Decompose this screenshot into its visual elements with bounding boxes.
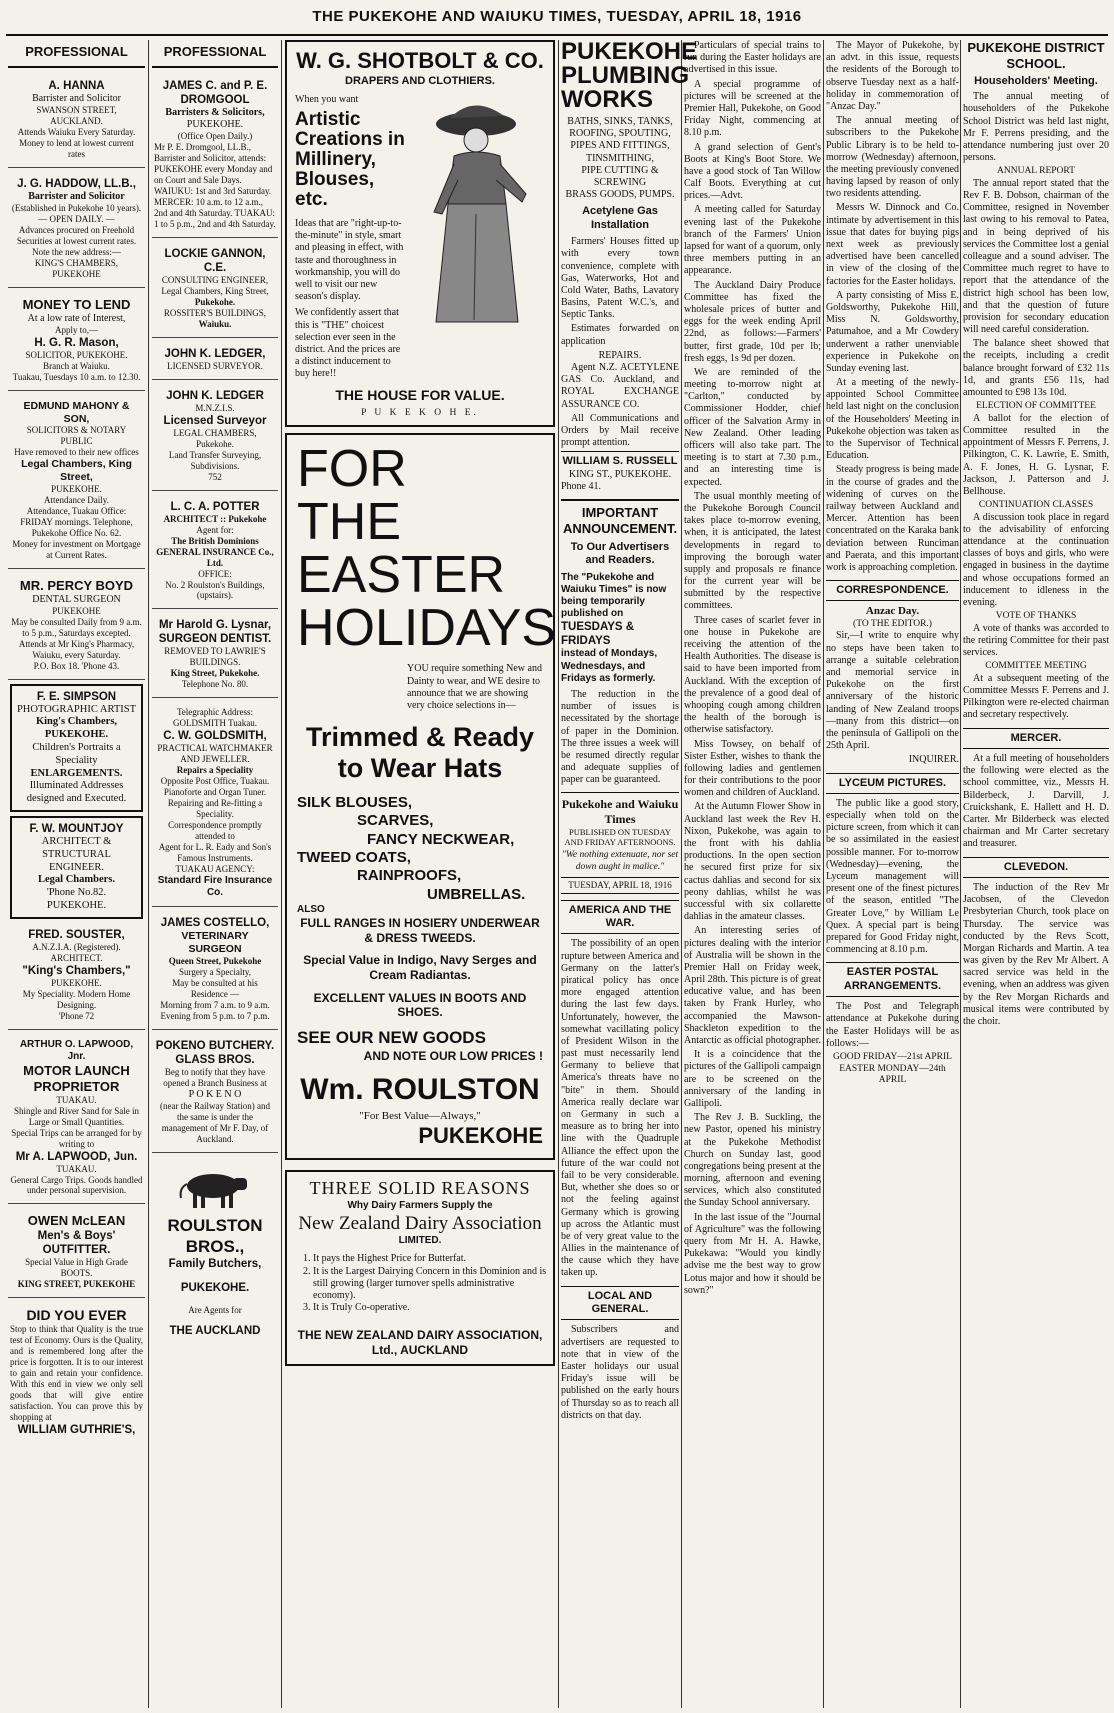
ad-item: UMBRELLAS.: [427, 885, 526, 903]
article-subhead: ELECTION OF COMMITTEE: [976, 401, 1096, 412]
ad-note: Pukekohe.: [194, 296, 236, 307]
ad-address: Legal Chambers, King Street,: [21, 458, 132, 484]
ad-money-to-lend: [8, 292, 145, 391]
ad-note: At a low rate of Interest,: [27, 312, 126, 324]
ad-name: J. G. HADDOW, LL.B.,: [17, 177, 136, 190]
ad-name: H. G. R. Mason,: [34, 336, 119, 349]
ad-item: RAINPROOFS,: [357, 867, 462, 885]
bull-icon: [175, 1166, 255, 1212]
notice-announcement: [561, 499, 679, 786]
ad-note: Children's Portraits a Speciality: [32, 741, 121, 766]
ad-note: Have removed to their new offices: [14, 447, 139, 458]
news-item: The usual monthly meeting of the Pukekohe Borough Council takes place to-morrow evening, when, it is anticipated, the latest developments in regard to improving the borough water supply and proposals re finance for the current year will be submitted by the respective committees.: [684, 490, 821, 612]
ad-note: Mr P. E. Dromgool, LL.B., Barrister and Solicitor, attends: PUKEKOHE every Monday and on Court and Sale Days. WAIUKU: 1st and 3rd Saturday. MERCER: 10 a.m. to 12 a.m., 2nd and 4th Saturday. TUAKAU: 1 to 5 p.m., 2nd and 4th Saturday.: [154, 142, 276, 230]
ad-note: 'Phone 72: [58, 1010, 95, 1021]
ad-note: Pianoforte and Organ Tuner. Repairing and Re-fitting a Speciality.: [163, 787, 267, 820]
ad-note: May be consulted Daily from 9 a.m. to 5 p.m., Saturdays excepted.: [11, 616, 142, 638]
ad-lysnar: [152, 613, 278, 698]
paper-title: Pukekohe and Waiuku Times: [561, 797, 679, 827]
ad-address: Legal Chambers, King Street,: [161, 285, 269, 296]
news-item: Steady progress is being made in the course of grades and the widening of curves on the railway between Auckland and Mercer. Attention has been concentrated on the Karaka bank deviation between Runciman and Paerata, and this important work is approaching completion.: [826, 464, 959, 573]
ad-note: PUKEKOHE.: [51, 977, 102, 988]
ad-plumbing-list: [561, 116, 679, 201]
ad-headline: EASTER: [297, 546, 506, 605]
list-item: ROOFING, SPOUTING,: [569, 128, 671, 140]
ad-address: Queen Street, Pukekohe: [168, 955, 262, 966]
ad-note: All Communications and Orders by Mail receive prompt attention.: [561, 412, 679, 449]
list-item: BATHS, SINKS, TANKS,: [567, 116, 673, 127]
list-item: 3. It is Truly Co-operative.: [313, 1302, 547, 1314]
ad-name: Wm. ROULSTON: [300, 1073, 540, 1107]
list-item: BRASS GOODS, PUMPS.: [565, 189, 675, 201]
ad-note: Agent for:: [196, 524, 234, 535]
notice-body: The reduction in the number of issues is necessitated by the shortage of paper in the Dominion. The three issues a week will be resumed directly regular and adequate supplies of paper can be guaranteed.: [561, 688, 679, 786]
column-5: [684, 40, 821, 1708]
ad-title: DENTAL SURGEON: [32, 593, 121, 605]
ad-note: We confidently assert that this is "THE" choicest selection ever seen in the district. And the prices are a distinct inducement to buy here!!: [295, 307, 401, 380]
ad-name: LOCKIE GANNON, C.E.: [164, 247, 266, 274]
list-item: TINSMITHING,: [585, 152, 655, 164]
ad-note: Telegraphic Address: GOLDSMITH Tuakau.: [172, 707, 257, 729]
ad-goldsmith: [152, 702, 278, 907]
news-item: Messrs W. Dinnock and Co. intimate by advertisement in this issue that dates for buying pigs next week as previously advertised have been cancelled in view of the closing of the factories for the Easter holidays.: [826, 202, 959, 287]
column-rule: [281, 40, 282, 1708]
ad-note: Standard Fire Insurance Co.: [157, 874, 273, 899]
ad-note: ENLARGEMENTS.: [30, 767, 123, 779]
ad-note: Special Trips can be arranged for by writing to: [11, 1127, 142, 1149]
article-body: The balance sheet showed that the receipts, including a credit balance brought forward of £32 11s 1d, and grants £56 11s, had amounted to £98 13s 10d.: [963, 338, 1109, 399]
ad-headline: HOLIDAYS: [297, 599, 557, 658]
ad-ledger-2: [152, 384, 278, 491]
ad-mountjoy: [10, 816, 143, 919]
news-item: In the last issue of the "Journal of Agriculture" was the following query from Mr H. A. Hawke, Pukekawa: "Would you kindly advise me the best way to grow Lotus major and how it should be sown?": [684, 1211, 821, 1296]
news-item: A special programme of pictures will be screened at the Premier Hall, Pukekohe, on Good Friday Night, commencing at 8.10 p.m.: [684, 78, 821, 139]
ad-note: Beg to notify that they have opened a Branch Business at: [163, 1066, 267, 1088]
ad-name: JOHN K. LEDGER,: [164, 347, 266, 360]
ad-address: PUKEKOHE: [418, 1123, 543, 1149]
article-subhead: VOTE OF THANKS: [995, 611, 1077, 622]
ad-title: SOLICITORS & NOTARY PUBLIC: [26, 425, 127, 447]
news-item: We are reminded of the meeting to-morrow night at "Carlton," conducted by Commissioner Hodder, chief officer of the Salvation Army in New Zealand. Other leading officers will also take part. The meeting is to start at 7.30 p.m., and an interesting time is expected.: [684, 366, 821, 488]
news-item: Particulars of special trains to run during the Easter holidays are advertised in this issue.: [684, 40, 821, 76]
ad-name: EDMUND MAHONY & SON,: [23, 399, 130, 425]
article-body: The annual meeting of householders of the Pukekohe School District was held last night, Mr F. Perrens presiding, and the attendance numbering just over 20 persons.: [963, 91, 1109, 164]
ad-name: FRED. SOUSTER,: [28, 928, 125, 941]
ad-note: Agent for L. R. Eady and Son's Famous Instruments.: [158, 842, 272, 863]
ad-note: YOU require something New and Dainty to wear, and WE desire to announce that we are showing very choice selections in—: [407, 663, 542, 711]
ad-headline: THE: [297, 493, 401, 552]
article-subhead: COMMITTEE MEETING: [985, 661, 1087, 672]
news-item: The annual meeting of subscribers to the Pukekohe Public Library is to be held to-morrow (Wednesday) afternoon, the meeting previously convened having lapsed by reason of only two residents attending.: [826, 115, 959, 200]
ad-item: FANCY NECKWEAR,: [367, 830, 515, 848]
ad-name: ARTHUR O. LAPWOOD, Jnr.: [19, 1038, 134, 1062]
article-note: EASTER MONDAY—24th APRIL: [839, 1063, 946, 1086]
masthead-rule: [6, 34, 1108, 36]
ad-note: Are Agents for: [188, 1305, 242, 1316]
ad-address: LEGAL CHAMBERS,: [173, 427, 257, 438]
ad-name: POKENO BUTCHERY.: [155, 1039, 275, 1052]
article-title: LYCEUM PICTURES.: [826, 773, 959, 794]
ad-note: Advances procured on Freehold Securities at lowest current rates.: [16, 225, 137, 247]
article-body: A vote of thanks was accorded to the retiring Committee for their past services.: [963, 622, 1109, 659]
ad-address: No. 2 Roulston's Buildings, (upstairs).: [165, 579, 265, 601]
article-title: CLEVEDON.: [963, 857, 1109, 878]
notice-text: The "Pukekohe and Waiuku Times" is now being temporarily published on: [561, 571, 667, 620]
ad-souster: [8, 923, 145, 1030]
ad-roulston-bros: [152, 1157, 278, 1345]
article-body: The Post and Telegraph attendance at Pukekohe during the Easter Holidays will be as follows:—: [826, 1001, 959, 1049]
ad-guthrie: [8, 1302, 145, 1444]
ad-title: Barristers & Solicitors,: [165, 106, 265, 118]
column-1: [8, 40, 145, 1708]
article-body: Subscribers and advertisers are requested to note that in view of the Easter holidays our usual Friday's issue will be published on the early hours of Thursday so as to reach all districts on that day.: [561, 1324, 679, 1421]
ad-note: ROSSITER'S BUILDINGS,: [163, 307, 267, 318]
paper-masthead: [561, 792, 679, 893]
column-7: [963, 40, 1109, 1708]
column-3: [285, 40, 555, 1708]
ad-title: Men's & Boys' OUTFITTER.: [37, 1230, 116, 1257]
news-item: A meeting called for Saturday evening last of the Pukekohe branch of the Farmers' Union lapsed for want of a quorum, only three members putting in an appearance.: [684, 204, 821, 277]
article-body: The induction of the Rev Mr Jacobsen, of the Clevedon Presbyterian Church, took place on Thursday. The service was conducted by the Revs Scott, Morgan Richards and Martin. A tea was given by the Rev Mr Albert. A sacred service was held in the evening, when an address was given by the Rev Morgan Richards and musical items were contributed by the choir.: [963, 881, 1109, 1028]
ad-item: SEE OUR NEW GOODS: [297, 1027, 486, 1047]
notice-title: IMPORTANT ANNOUNCEMENT.: [562, 505, 678, 536]
ad-headline: FOR: [297, 440, 407, 499]
ad-address: Opposite Post Office, Tuakau.: [160, 776, 270, 787]
ad-headline: Artistic Creations in Millinery, Blouses, etc.: [295, 109, 405, 211]
news-item: Three cases of scarlet fever in one house in Pukekohe are receiving the attention of the Health Authorities. The disease is said to have been imported from Auckland. With the exception of the prevalence of a good deal of whooping cough among children the health of the borough is otherwise satisfactory.: [684, 614, 821, 736]
notice-subtitle: To Our Advertisers and Readers.: [570, 540, 670, 567]
column-4: [561, 38, 698, 1708]
ad-dromgool: [152, 74, 278, 238]
notice-text: instead of Mondays, Wednesdays, and Fridays as formerly.: [561, 648, 658, 684]
ad-title: Barrister and Solicitor: [28, 190, 125, 202]
ad-title: GLASS BROS.: [175, 1053, 255, 1066]
ad-note: Stop to think that Quality is the true test of Economy. Ours is the Quality, and is remembered long after the price is forgotten. It is to our interest to gain and retain your confidence. With this end in view we only sell goods that will give entire satisfaction. You can prove this by shopping at: [10, 1324, 143, 1423]
ad-note: REPAIRS.: [598, 349, 642, 361]
ad-note: Farmers' Houses fitted up with every town convenience, complete with Gas, Waterworks, Hot and Cold Water, Baths, Lavatory Basins, Patent W.C.'s, and Septic Tanks.: [561, 236, 679, 321]
ad-note: (Office Open Daily.): [177, 131, 253, 142]
paper-publish-note: PUBLISHED ON TUESDAY AND FRIDAY AFTERNOONS.: [564, 826, 676, 848]
ad-note: Land Transfer Surveying, Subdivisions.: [168, 449, 262, 471]
ad-name: New Zealand Dairy Association: [298, 1213, 542, 1235]
ad-title: DRAPERS AND CLOTHIERS.: [345, 74, 495, 87]
article-subhead: CONTINUATION CLASSES: [978, 500, 1094, 511]
article-body: The annual report stated that the Rev F. B. Dobson, chairman of the Committee, resigned in November last owing to his removal to Patea, and in being deprived of his services the Committee lost a genial colleague and a sound adviser. The Committee much regret to have to report that the attendance of the district high school has been low, and that the question of future provision for secondary education will need careful consideration.: [963, 177, 1109, 336]
ad-note: My Speciality. Modern Home Designing.: [22, 988, 131, 1010]
ad-title: CONSULTING ENGINEER,: [161, 275, 269, 286]
ad-note: PUKEKOHE.: [44, 729, 109, 741]
article-body: A ballot for the election of Committee resulted in the appointment of Messrs F. Perrens, J. Pilkington, C. K. Lawrie, E. Smith, A. F. Jones, H. G. Lysnar, F. Jackson, J. Patterson and J. Bellhouse.: [963, 412, 1109, 497]
ad-note: Morning from 7 a.m. to 9 a.m. Evening from 5 p.m. to 7 p.m.: [160, 999, 270, 1021]
article-note: GOOD FRIDAY—21st APRIL: [833, 1051, 952, 1062]
ad-note: (near the Railway Station) and the same is under the management of Mr F. Day, of Auckland.: [160, 1100, 270, 1144]
ad-note: M.N.Z.I.S.: [195, 402, 235, 413]
ad-note: Phone 41.: [561, 480, 601, 492]
column-rule: [823, 40, 824, 1708]
ad-simpson: [10, 684, 143, 812]
ad-headline: THREE SOLID REASONS: [309, 1177, 531, 1198]
ad-note: (Established in Pukekohe 10 years).: [11, 203, 142, 214]
ad-note: THE AUCKLAND: [169, 1325, 261, 1338]
ad-pokeno: [152, 1034, 278, 1153]
list-item: PIPES AND FITTINGS,: [570, 140, 670, 152]
ad-note: The British Dominions GENERAL INSURANCE Co., Ltd.: [156, 535, 274, 568]
article-title: AMERICA AND THE WAR.: [561, 900, 679, 935]
ad-note: Attends Waiuku Every Saturday.: [17, 127, 136, 137]
paper-motto: "We nothing extenuate, nor set down aught in malice.": [561, 850, 679, 873]
column-6: [826, 40, 959, 1708]
article-body: At a subsequent meeting of the Committee Messrs F. Perrens and J. Pilkington were re-elected chairman and secretary respectively.: [963, 672, 1109, 721]
ad-mahony: [8, 395, 145, 569]
ad-name: JAMES COSTELLO,: [160, 917, 270, 930]
ad-note: General Cargo Trips. Goods handled under personal supervision.: [10, 1174, 143, 1196]
ad-address: SWANSON STREET, AUCKLAND.: [36, 105, 117, 127]
ad-note: "For Best Value—Always,": [359, 1109, 481, 1122]
ad-address: KING'S CHAMBERS, PUKEKOHE: [34, 257, 119, 279]
news-item: The Rev J. B. Suckling, the new Pastor, opened his ministry at the Pukekohe Methodist Church on Sunday last, good congregations being present at the morning, afternoon and evening services, which also constituted the Sunday School anniversary.: [684, 1112, 821, 1209]
ad-name: C. W. GOLDSMITH,: [163, 730, 267, 743]
article-body: The possibility of an open rupture between America and Germany on the latter's piratical policy has once more engaged attention during the last few days. Unfortunately, however, the somewhat vacillating policy of President Wilson in the past must necessarily lend Germany to believe that America's threats have no "bite" in them. Should America really declare war on Germany in such a measure as to bring her into line with the Quadruple Alliance the effect upon the future of the war could not fail to be very considerable. But, whether she does so or not the feeling against Germany which is growing up across the Atlantic must be of very great value to the Allies in the maintenance of the cause which they have taken up.: [561, 938, 680, 1279]
ad-costello: [152, 911, 278, 1029]
ad-item: TWEED COATS,: [297, 849, 411, 867]
ad-name: JOHN K. LEDGER: [166, 389, 264, 402]
ad-name: JAMES C. and P. E. DROMGOOL: [162, 79, 268, 106]
ad-title: SOLICITOR, PUKEKOHE.: [25, 349, 128, 360]
ad-note: TUAKAU AGENCY:: [175, 863, 255, 874]
news-item: At a meeting of the newly-appointed School Committee held last night on the conclusion of the Householders' Meeting in Pukekohe objection was taken as to the Supervisor of Technical Education.: [826, 377, 959, 462]
ad-headline: PUKEKOHE PLUMBING WORKS: [561, 38, 698, 113]
column-rule: [681, 40, 682, 1708]
ad-note: — OPEN DAILY. —: [38, 214, 115, 225]
ad-title: PHOTOGRAPHIC ARTIST: [16, 703, 137, 715]
list-item: PIPE CUTTING & SCREWING: [581, 164, 659, 188]
ad-note: P.O. Box 18. 'Phone 43.: [33, 660, 120, 671]
news-item: The Mayor of Pukekohe, by an advt. in this issue, requests the residents of the Borough to observe Tuesday next as a half-holiday in commemoration of "Anzac Day.": [826, 40, 959, 112]
ad-note: 752: [208, 471, 222, 482]
ad-name: DID YOU EVER: [26, 1307, 127, 1324]
ad-note: Repairs a Speciality: [176, 765, 254, 776]
ad-title: ARCHITECT.: [50, 952, 103, 963]
ad-note: Tuakau, Tuesdays 10 a.m. to 12.30.: [12, 371, 141, 382]
ad-note: Money to lend at lowest current rates: [19, 137, 134, 159]
ad-title: SURGEON DENTIST.: [158, 633, 272, 646]
ad-name: OWEN McLEAN: [27, 1213, 126, 1229]
article-title: MERCER.: [963, 728, 1109, 749]
ad-footer: THE NEW ZEALAND DAIRY ASSOCIATION, Ltd., AUCKLAND: [297, 1328, 543, 1358]
ad-dairy-association: [285, 1170, 555, 1366]
ad-note: Surgery a Specialty,: [179, 966, 251, 977]
article-title: LOCAL AND GENERAL.: [561, 1286, 679, 1321]
section-header: PROFESSIONAL: [8, 40, 145, 68]
ad-note: Illuminated Addresses designed and Executed.: [26, 780, 127, 805]
ad-title: LICENSED SURVEYOR.: [167, 360, 263, 371]
article-title: EASTER POSTAL ARRANGEMENTS.: [826, 962, 959, 997]
ad-title: MOTOR LAUNCH PROPRIETOR: [23, 1062, 130, 1094]
ad-note: OFFICE:: [198, 568, 232, 579]
ad-address: PUKEKOHE.: [180, 1282, 250, 1295]
ad-name: W. G. SHOTBOLT & CO.: [296, 48, 544, 73]
ad-item: Special Value in Indigo, Navy Serges and Cream Radiantas.: [303, 953, 537, 983]
ad-note: Special Value in High Grade BOOTS.: [25, 1257, 128, 1279]
ad-note: Waiuku.: [198, 318, 232, 329]
ad-gannon: [152, 242, 278, 338]
ad-address: "King's Chambers,": [22, 964, 131, 977]
ad-address: King Street, Pukekohe.: [170, 668, 260, 679]
ad-note: Note the new address:—: [32, 246, 121, 257]
news-item: Miss Towsey, on behalf of Sister Esther, wishes to thank the following ladies and gentlemen for their contributions to the poor women and children of Auckland.: [684, 738, 821, 799]
ad-item: FULL RANGES IN HOSIERY UNDERWEAR & DRESS TWEEDS.: [300, 916, 540, 945]
ad-name: ROULSTON BROS.,: [167, 1215, 263, 1256]
ad-note: LIMITED.: [398, 1235, 442, 1247]
article-body: A discussion took place in regard to the advisability of enforcing attendance at the continuation classes of boys and girls, who were engaged in business in the daytime and whose occupations formed an inducement to idleness in the evening.: [963, 511, 1109, 608]
ad-note: Attendance Daily.: [44, 494, 109, 505]
article-body: The public like a good story, especially when told on the picture screen, from which it can be so assimilated in the easiest possible manner. For to-morrow (Wednesday)—evening, the Lyceum management will present one of the finest pictures of the season, entitled "The Greater Love," by William Le Quex. A special part is being prepared for Good Friday night, commencing at 8.10 p.m.: [826, 797, 959, 956]
news-item: An interesting series of pictures dealing with the interior of Australia will be shown in the Premier Hall on Friday week, April 28th. This picture is of great educative value, and has been taken by Frank Hurley, who accompanied the Mawson-Shackleton expedition to the Antarctic as official photographer.: [684, 925, 821, 1046]
article-title: PUKEKOHE DISTRICT SCHOOL.: [967, 40, 1105, 71]
ad-hanna: [8, 74, 145, 168]
article-title: CORRESPONDENCE.: [826, 580, 959, 601]
news-item: A party consisting of Miss E. Goldsworthy, Pukekohe Hill, Miss N. Goldsworthy, Patumahoe, and a Mr Cowdery underwent a rather unenviable experience in Pukekohe on Sunday evening last.: [826, 289, 959, 374]
ad-note: Pukekohe.: [196, 438, 234, 449]
ad-note: May be consulted at his Residence —: [172, 977, 258, 999]
ad-note: Money for investment on Mortgage at Current Rates.: [12, 538, 141, 560]
ad-address: KING STREET, PUKEKOHE: [17, 1279, 136, 1290]
ad-name: F. W. MOUNTJOY: [29, 822, 124, 835]
column-rule: [558, 40, 559, 1708]
ad-address: King's Chambers,: [35, 716, 118, 728]
news-item: At the Autumn Flower Show in Auckland last week the Rev H. Nixon, Pukekohe, was again to the front with his dahlia productions. In the open section he secured first prize for six cactus dahlias and second for six peony dahlias, whilst he was successful with six collarette dahlias in the amateur classes.: [684, 801, 821, 923]
ad-note: TUAKAU.: [56, 1094, 97, 1105]
ad-note: Telephone No. 80.: [181, 679, 249, 690]
ad-note: Ideas that are "right-up-to-the-minute" in style, smart and pleasing in effect, with taste and thoroughness in workmanship, you will do well to visit our new season's display.: [295, 218, 404, 303]
ad-mclean: [8, 1208, 145, 1298]
ad-name: L. C. A. POTTER: [170, 500, 260, 513]
ad-haddow: [8, 172, 145, 288]
ad-boyd: [8, 573, 145, 680]
ad-note: When you want: [295, 94, 359, 106]
ad-name: Mr A. LAPWOOD, Jun.: [15, 1150, 138, 1163]
list-item: 2. It is the Largest Dairying Concern in this Dominion and is still growing (larger turnover spells administrative economy).: [313, 1266, 547, 1303]
article-body: At a full meeting of householders the following were elected as the school committee, viz., Messrs H. Bilderbeck, J. Darvill, J. Cruickshank, E. Hallett and H. D. Carter. Mr Bilderbeck was elected chairman and Mr Carter secretary and treasurer.: [963, 753, 1109, 850]
ad-note: P U K E K O H E.: [361, 407, 479, 418]
ad-note: ALSO: [297, 903, 325, 915]
ad-item: EXCELLENT VALUES IN BOOTS AND SHOES.: [313, 990, 527, 1020]
ad-note: 'Phone No.82. PUKEKOHE.: [46, 887, 107, 911]
ad-address: KING ST., PUKEKOHE.: [568, 468, 672, 480]
ad-tagline: THE HOUSE FOR VALUE.: [335, 386, 505, 403]
article-subhead: ANNUAL REPORT: [997, 166, 1075, 177]
ad-title: ARCHITECT & STRUCTURAL ENGINEER.: [41, 835, 112, 873]
column-rule: [148, 40, 149, 1708]
news-item: It is a coincidence that the pictures of the Gallipoli campaign are to be screened on the anniversary of the landing in Gallipoli.: [684, 1049, 821, 1109]
ad-note: TUAKAU.: [56, 1163, 97, 1174]
ad-title: ARCHITECT :: Pukekohe: [163, 513, 267, 524]
ad-name: MONEY TO LEND: [22, 296, 131, 312]
ad-title: VETERINARY SURGEON: [181, 930, 249, 956]
ad-name: Mr Harold G. Lysnar,: [158, 619, 272, 632]
ad-note: Attends at Mr King's Pharmacy, Waiuku, every Saturday.: [18, 638, 135, 660]
ad-note: Branch at Waiuku.: [43, 360, 110, 371]
notice-days: TUESDAYS & FRIDAYS: [561, 621, 635, 648]
ad-note: Attendance, Tuakau Office: FRIDAY mornings. Telephone, Pukekohe Office No. 62.: [20, 505, 133, 538]
ad-note: Shingle and River Sand for Sale in Large or Small Quantities.: [14, 1105, 139, 1127]
ad-name: A. HANNA: [48, 79, 105, 92]
ad-note: Estimates forwarded on application: [561, 323, 679, 347]
ad-note: PUKEKOHE: [52, 605, 101, 616]
ad-name: WILLIAM S. RUSSELL: [561, 451, 679, 468]
article-body: Sir,—I write to enquire why no steps have been taken to arrange a suitable celebration and memorial service in Pukekohe on the first anniversary of the historic landing of New Zealand troops—many from this district—on the peninsula of Gallipoli on the 25th April.: [826, 630, 959, 752]
ad-title: Acetylene Gas Installation: [582, 205, 658, 231]
ad-shotbolt: [285, 40, 555, 427]
ad-headline: Trimmed & Ready to Wear Hats: [305, 722, 535, 784]
paper-date: TUESDAY, APRIL 18, 1916: [561, 877, 679, 894]
newspaper-masthead: THE PUKEKOHE AND WAIUKU TIMES, TUESDAY, APRIL 18, 1916: [312, 8, 802, 25]
ad-lapwood: [8, 1034, 145, 1205]
ad-name: MR. PERCY BOYD: [19, 577, 134, 593]
ad-title: Why Dairy Farmers Supply the: [347, 1199, 493, 1211]
ad-name: WILLIAM GUTHRIE'S,: [17, 1424, 136, 1437]
news-item: A grand selection of Gent's Boots at King's Boot Store. We have a good stock of Tan Willow Calf Boots. Everything at cut prices.—Advt.: [684, 141, 821, 202]
ad-note: PUKEKOHE.: [186, 119, 244, 131]
ad-note: Apply to,—: [54, 324, 98, 335]
ad-note: Correspondence promptly attended to: [168, 820, 262, 842]
ad-note: Agent N.Z. ACETYLENE GAS Co. Auckland, and ROYAL EXCHANGE ASSURANCE CO.: [561, 362, 679, 410]
article-subtitle: Householders' Meeting.: [974, 74, 1098, 87]
ad-note: P O K E N O: [188, 1088, 242, 1100]
ad-name: F. E. SIMPSON: [36, 690, 117, 703]
ad-note: REMOVED TO LAWRIE'S BUILDINGS.: [164, 646, 266, 668]
column-2: [152, 40, 278, 1708]
section-header: PROFESSIONAL: [152, 40, 278, 68]
ad-note: A.N.Z.I.A. (Registered).: [32, 941, 121, 952]
column-rule: [960, 40, 961, 1708]
ad-title: Family Butchers,: [168, 1258, 262, 1271]
ad-potter: [152, 495, 278, 610]
ad-title: PRACTICAL WATCHMAKER AND JEWELLER.: [157, 743, 273, 765]
ad-ledger-1: [152, 342, 278, 380]
ad-title: Barrister and Solicitor: [32, 92, 121, 104]
news-item: The Auckland Dairy Produce Committee has fixed the wholesale prices of butter and eggs for the week ending April 22nd, as follows:—Farmers' butter, first grade, 10d per lb; fresh eggs, 1s 9d per dozen.: [684, 279, 821, 364]
ad-item: SILK BLOUSES,: [297, 794, 413, 812]
article-subtitle: Anzac Day.: [865, 605, 920, 618]
ad-roulston: [285, 433, 555, 1160]
ad-item: SCARVES,: [357, 812, 434, 830]
ad-address: Legal Chambers.: [38, 874, 115, 886]
ad-item: AND NOTE OUR LOW PRICES !: [363, 1048, 543, 1063]
reasons-list: [293, 1253, 547, 1314]
article-signature: INQUIRER.: [908, 754, 959, 766]
list-item: 1. It pays the Highest Price for Butterfat.: [313, 1253, 547, 1265]
article-note: (TO THE EDITOR.): [853, 618, 932, 629]
ad-title: Licensed Surveyor: [163, 414, 267, 427]
ad-note: PUKEKOHE.: [51, 483, 102, 494]
woman-illustration-icon: [413, 94, 545, 324]
